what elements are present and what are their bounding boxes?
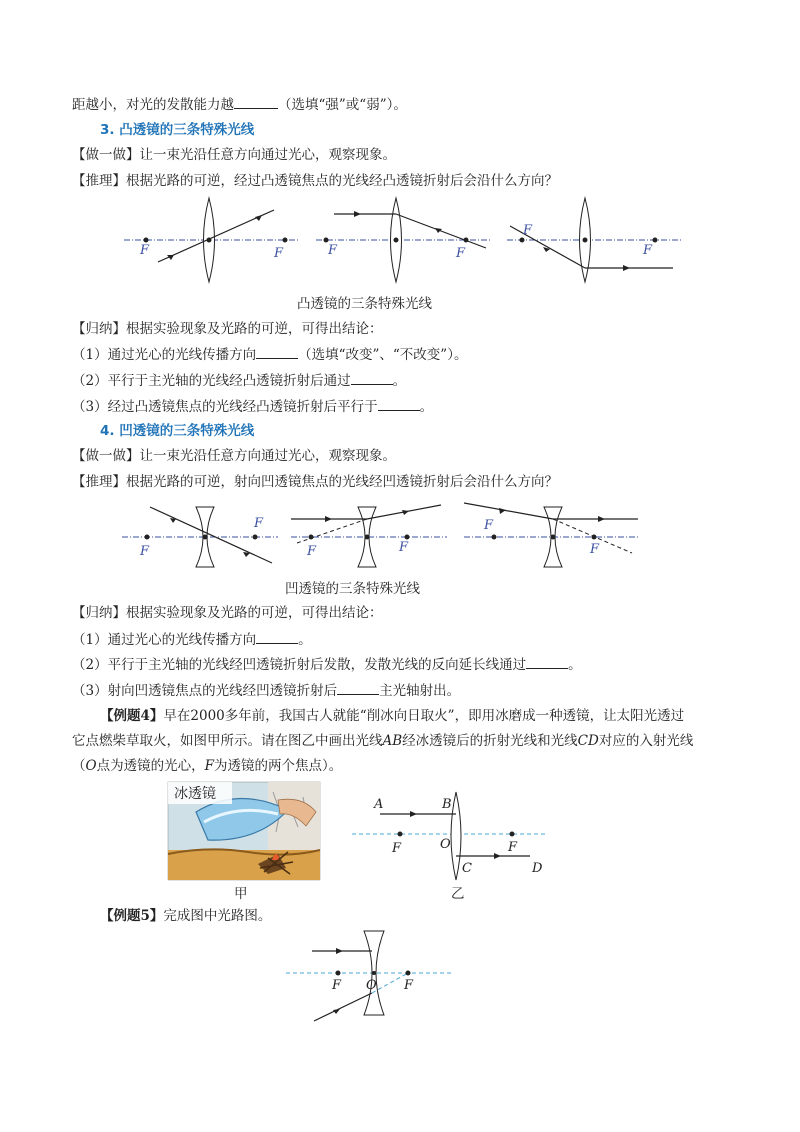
svg-text:F: F	[332, 978, 342, 993]
concave-summary: 【归纳】根据实验现象及光路的可逆，可得出结论：	[72, 605, 383, 621]
fill-blank	[337, 680, 379, 695]
fill-blank	[351, 370, 393, 385]
focus-label-right: F	[399, 540, 409, 555]
svg-text:F: F	[392, 841, 402, 856]
convex-conclusion-2: （2）平行于主光轴的光线经凸透镜折射后通过 。	[72, 370, 406, 391]
svg-text:O: O	[366, 978, 377, 993]
example4-lens-diagram	[350, 790, 550, 890]
svg-text:O: O	[440, 837, 451, 852]
example4-line3: （O点为透镜的光心，F为透镜的两个焦点）。	[72, 758, 343, 774]
focus-label-left: F	[328, 243, 338, 258]
figure-jia-caption: 甲	[234, 886, 248, 902]
concave-caption: 凹透镜的三条特殊光线	[285, 581, 420, 597]
focus-label-right: F	[456, 246, 466, 261]
convex-reason: 【推理】根据光路的可逆，经过凸透镜焦点的光线经凸透镜折射后会沿什么方向？	[72, 173, 558, 189]
focus-label-left: F	[140, 243, 150, 258]
convex-diagram-focus-ray	[505, 196, 685, 286]
figure-yi-caption: 乙	[451, 886, 465, 902]
concave-conclusion-3: （3）射向凹透镜焦点的光线经凹透镜折射后 主光轴射出。	[72, 680, 460, 701]
svg-text:F: F	[404, 978, 414, 993]
svg-text:A: A	[374, 797, 384, 812]
focus-label-right: F	[274, 246, 284, 261]
fill-blank	[378, 396, 420, 411]
svg-text:B: B	[442, 797, 452, 812]
svg-text:D: D	[532, 861, 543, 876]
concave-conclusion-1: （1）通过光心的光线传播方向 。	[72, 629, 312, 650]
convex-heading: 3. 凸透镜的三条特殊光线	[100, 122, 255, 138]
convex-summary: 【归纳】根据实验现象及光路的可逆，可得出结论：	[72, 321, 383, 337]
example4-line2: 它点燃柴草取火，如图甲所示。请在图乙中画出光线AB经冰透镜后的折射光线和光线CD对应的入射光线	[72, 733, 694, 749]
fill-blank	[526, 654, 568, 669]
fill-blank	[256, 344, 298, 359]
focus-label-right: F	[590, 542, 600, 557]
focus-label-left: F	[307, 544, 317, 559]
concave-diagram-parallel-ray	[289, 497, 449, 577]
concave-diagram-focus-ray	[462, 497, 642, 577]
concave-reason: 【推理】根据光路的可逆，射向凹透镜焦点的光线经凹透镜折射后会沿什么方向？	[72, 474, 558, 490]
ice-lens-photo	[168, 782, 320, 880]
convex-conclusion-1: （1）通过光心的光线传播方向 （选填“改变”、“不改变”）。	[72, 344, 467, 365]
concave-heading: 4. 凹透镜的三条特殊光线	[100, 423, 255, 439]
ice-lens-label: 冰透镜	[174, 786, 216, 802]
fill-blank	[256, 629, 298, 644]
example4-line1: 【例题4】早在2000多年前，我国古人就能“削冰向日取火”，即用冰磨成一种透镜，让太阳光透过	[100, 708, 685, 724]
concave-do-it: 【做一做】让一束光沿任意方向通过光心，观察现象。	[72, 448, 396, 464]
convex-caption: 凸透镜的三条特殊光线	[297, 296, 432, 312]
svg-text:F: F	[508, 840, 518, 855]
concave-conclusion-2: （2）平行于主光轴的光线经凹透镜折射后发散，发散光线的反向延长线通过 。	[72, 654, 582, 675]
example5-concave-diagram	[284, 927, 454, 1027]
focus-label-left: F	[484, 518, 494, 533]
concave-diagram-center-ray	[120, 497, 280, 577]
convex-do-it: 【做一做】让一束光沿任意方向通过光心，观察现象。	[72, 147, 396, 163]
incident-focus-ray	[314, 993, 372, 1021]
focus-label-left: F	[523, 223, 533, 238]
paragraph-continuation: 距越小，对光的发散能力越 （选填“强”或“弱”）。	[72, 94, 407, 115]
focus-label-right: F	[643, 243, 653, 258]
convex-lens	[451, 792, 461, 880]
example5-line: 【例题5】完成图中光路图。	[100, 908, 272, 924]
convex-diagram-center-ray	[122, 196, 302, 286]
svg-text:C: C	[462, 861, 472, 876]
focus-label-left: F	[140, 544, 150, 559]
fill-blank	[234, 94, 278, 109]
convex-conclusion-3: （3）经过凸透镜焦点的光线经凸透镜折射后平行于 。	[72, 396, 433, 417]
focus-label-right: F	[254, 516, 264, 531]
convex-diagram-parallel-ray	[314, 196, 494, 286]
